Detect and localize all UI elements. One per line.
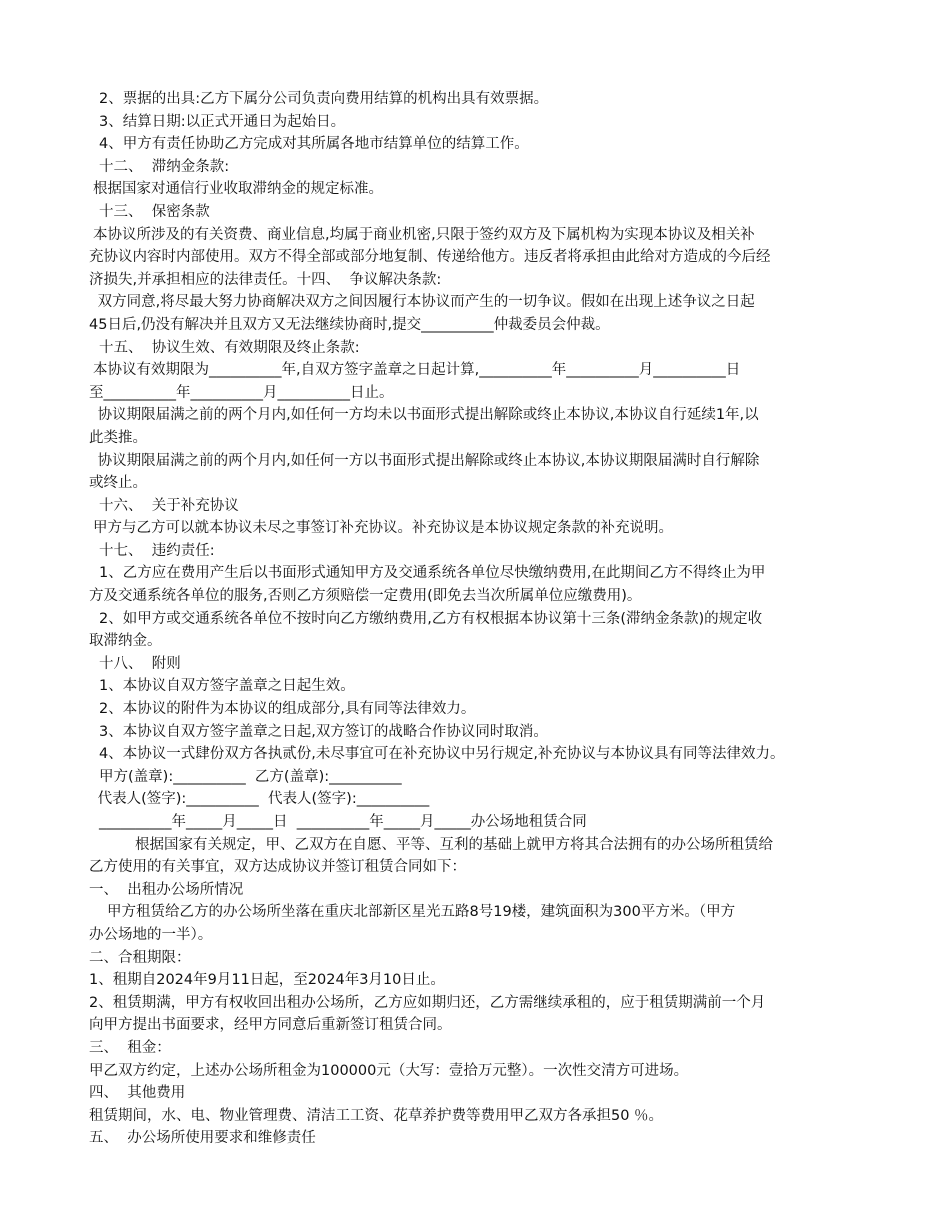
text-line: 1、租期自2024年9月11日起，至2024年3月10日止。 — [89, 972, 445, 989]
text-line: 乙方使用的有关事宜，双方达成协议并签订租赁合同如下： — [89, 859, 466, 876]
text-line: 向甲方提出书面要求，经甲方同意后重新签订租赁合同。 — [89, 1017, 452, 1034]
text-line: 45日后,仍没有解决并且双方又无法继续协商时,提交__________仲裁委员会仲裁。 — [89, 316, 610, 333]
signature-line: 代表人(签字):__________ 代表人(签字):__________ — [93, 791, 430, 808]
text-line: 租赁期间，水、电、物业管理费、清洁工工资、花草养护费等费用甲乙双方各承担50 ％。 — [89, 1107, 664, 1124]
section-heading: 一、 出租办公场所情况 — [89, 881, 244, 898]
signature-line: 甲方(盖章):__________ 乙方(盖章):__________ — [99, 768, 402, 785]
text-line: 甲方与乙方可以就本协议未尽之事签订补充协议。补充协议是本协议规定条款的补充说明。 — [93, 520, 673, 537]
text-line: 根据国家有关规定，甲、乙双方在自愿、平等、互利的基础上就甲方将其合法拥有的办公场所租赁给 — [135, 836, 773, 853]
text-line: 2、租赁期满，甲方有权收回出租办公场所，乙方应如期归还，乙方需继续承租的，应于租赁期满前一个月 — [89, 994, 766, 1011]
text-line: 3、结算日期:以正式开通日为起始日。 — [99, 113, 346, 130]
section-heading: 二、合租期限： — [89, 949, 191, 966]
section-heading: 五、 办公场所使用要求和维修责任 — [89, 1130, 316, 1147]
section-heading: 四、 其他费用 — [89, 1085, 186, 1102]
text-line: 甲乙双方约定，上述办公场所租金为100000元（大写：壹拾万元整）。一次性交清方可进场。 — [89, 1062, 689, 1079]
text-line: 此类推。 — [89, 429, 147, 446]
text-line: 2、票据的出具:乙方下属分公司负责向费用结算的机构出具有效票据。 — [99, 91, 549, 107]
section-heading: 十六、 关于补充协议 — [99, 497, 239, 514]
date-line: __________年_____月_____日 __________年_____月_____办公场地租赁合同 — [99, 814, 587, 830]
text-line: 2、如甲方或交通系统各单位不按时向乙方缴纳费用,乙方有权根据本协议第十三条(滞纳金条款)的规定收 — [99, 610, 763, 627]
section-heading: 十二、 滞纳金条款: — [99, 158, 230, 175]
text-line: 2、本协议的附件为本协议的组成部分,具有同等法律效力。 — [99, 701, 476, 718]
text-line: 方及交通系统各单位的服务,否则乙方须赔偿一定费用(即免去当次所属单位应缴费用)。 — [89, 588, 642, 605]
text-line: 协议期限届满之前的两个月内,如任何一方均未以书面形式提出解除或终止本协议,本协议自行延续1年,以 — [93, 407, 759, 424]
text-line: 或终止。 — [89, 475, 147, 492]
section-heading: 十七、 违约责任: — [99, 542, 215, 559]
text-line: 至__________年__________月__________日止。 — [89, 384, 394, 401]
text-line: 1、本协议自双方签字盖章之日起生效。 — [99, 678, 355, 695]
section-heading: 十八、 附则 — [99, 655, 181, 672]
text-line: 济损失,并承担相应的法律责任。十四、 争议解决条款: — [89, 271, 442, 288]
text-line: 甲方租赁给乙方的办公场所坐落在重庆北部新区星光五路8号19楼，建筑面积为300平方米。（甲方 — [107, 904, 736, 921]
text-line: 本协议所涉及的有关资费、商业信息,均属于商业机密,只限于签约双方及下属机构为实现本协议及相关补 — [93, 226, 755, 243]
text-line: 1、乙方应在费用产生后以书面形式通知甲方及交通系统各单位尽快缴纳费用,在此期间乙方不得终止为甲 — [99, 565, 766, 582]
text-line: 双方同意,将尽最大努力协商解决双方之间因履行本协议而产生的一切争议。假如在出现上述争议之日起 — [93, 294, 755, 311]
text-line: 3、本协议自双方签字盖章之日起,双方签订的战略合作协议同时取消。 — [99, 723, 548, 740]
text-line: 协议期限届满之前的两个月内,如任何一方以书面形式提出解除或终止本协议,本协议期限届满时自行解除 — [93, 452, 760, 469]
text-line: 4、甲方有责任协助乙方完成对其所属各地市结算单位的结算工作。 — [99, 136, 529, 153]
section-heading: 十五、 协议生效、有效期限及终止条款: — [99, 339, 360, 356]
text-line: 办公场地的一半）。 — [89, 926, 213, 943]
section-heading: 十三、 保密条款 — [99, 203, 210, 220]
text-line: 充协议内容时内部使用。双方不得全部或部分地复制、传递给他方。违反者将承担由此给对方造成的今后经 — [89, 249, 771, 266]
text-line: 本协议有效期限为__________年,自双方签字盖章之日起计算,__________年__________月__________日 — [93, 362, 741, 379]
section-heading: 三、 租金： — [89, 1039, 171, 1056]
text-line: 根据国家对通信行业收取滞纳金的规定标准。 — [93, 181, 383, 198]
text-line: 取滞纳金。 — [89, 633, 162, 650]
text-line: 4、本协议一式肆份双方各执贰份,未尽事宜可在补充协议中另行规定,补充协议与本协议具有同等法律效力。 — [99, 746, 785, 763]
